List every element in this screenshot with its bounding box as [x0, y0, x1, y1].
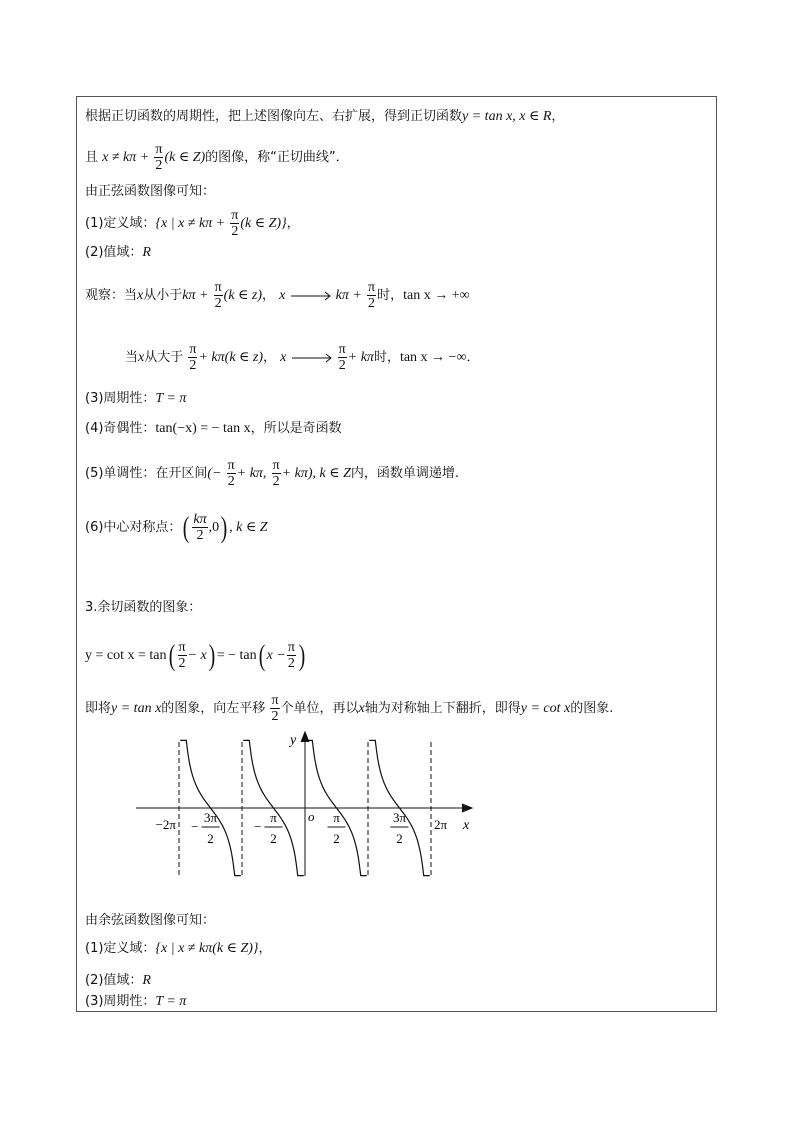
- right-paren-icon: ): [220, 510, 228, 544]
- observe-math-a: kπ +: [182, 288, 209, 303]
- mono-label: (5)单调性：在开区间: [85, 466, 208, 481]
- observe2-when: 时，: [373, 350, 400, 365]
- fraction-pi-over-2: [230, 208, 239, 239]
- left-paren-icon: (: [183, 510, 190, 544]
- tick-text: 2: [396, 831, 403, 846]
- observe2-x: x: [138, 350, 145, 365]
- tick-text: π: [333, 810, 340, 825]
- frac-den: 2: [227, 474, 235, 489]
- tick-text: −: [191, 819, 199, 834]
- tan-range-line: [85, 245, 151, 261]
- x-tick-label: [391, 810, 409, 846]
- domain-label: (1)定义域：: [85, 216, 156, 231]
- frac-num: π: [271, 693, 279, 708]
- mono-end: 内，函数单调递增.: [350, 466, 459, 481]
- intro2-end: 的图像，称“正切曲线”．: [205, 150, 349, 165]
- left-paren-icon: (: [168, 638, 175, 672]
- period-label: (3)周期性：: [85, 391, 156, 406]
- observe-result-pos: tan x → +∞: [403, 288, 470, 303]
- cot-period-math: T = π: [155, 994, 187, 1009]
- formula-c: = − tan: [216, 648, 257, 663]
- frac-num: kπ: [193, 512, 207, 527]
- fraction-pi-over-2: [178, 640, 187, 671]
- center-cond: , k ∈ Z: [229, 520, 268, 535]
- x-axis-arrow-icon: [462, 804, 472, 812]
- frac-den: 2: [155, 158, 163, 173]
- parity-label: (4)奇偶性：: [85, 421, 156, 436]
- arrow2-x: x: [280, 350, 287, 365]
- frac-den: 2: [271, 709, 279, 724]
- observe2-target: + kπ: [347, 350, 374, 365]
- fraction-kpi-over-2: [192, 512, 207, 543]
- frac-den: 2: [272, 474, 280, 489]
- observe-x: x: [137, 288, 144, 303]
- from-cosine-graph: 由余弦函数图像可知：: [85, 913, 216, 928]
- tan-intro-line-2: [85, 142, 349, 173]
- tick-text: 2: [270, 831, 277, 846]
- range-label: (2)值域：: [85, 245, 143, 260]
- fraction-pi-over-2: [188, 342, 197, 373]
- observe2-from-right: 从大于: [144, 350, 184, 365]
- period-math: T = π: [155, 391, 187, 406]
- frac-num: π: [155, 142, 163, 157]
- frac-den: 2: [196, 528, 204, 543]
- tan-monotonic-line: [85, 458, 459, 489]
- formula-a: y = cot x = tan: [85, 648, 167, 663]
- fraction-pi-over-2: [227, 458, 236, 489]
- observe-line-1: [85, 280, 470, 311]
- intro-text: 根据正切函数的周期性，把上述图像向左、右扩展，得到正切函数: [85, 109, 463, 124]
- origin-label: o: [308, 809, 315, 824]
- tick-text: π: [270, 810, 277, 825]
- observe2-math: + kπ: [198, 350, 225, 365]
- mono-math-a: (−: [207, 466, 222, 481]
- domain-end: ，: [286, 216, 300, 231]
- tan-period-line: [85, 391, 186, 407]
- parity-end: ，所以是奇函数: [250, 421, 342, 436]
- frac-den: 2: [368, 296, 376, 311]
- frac-den: 2: [338, 358, 346, 373]
- observe2-end: ．: [466, 350, 480, 365]
- frac-num: π: [287, 640, 295, 655]
- center-label: (6)中心对称点：: [85, 520, 182, 535]
- shift-2: 的图象，向左平移: [161, 701, 266, 716]
- long-arrow-icon: [290, 291, 332, 301]
- fraction-pi-over-2: [214, 280, 223, 311]
- cot-domain-end: ，: [258, 941, 272, 956]
- observe-line-2: [125, 342, 479, 373]
- fraction-pi-over-2: [287, 640, 296, 671]
- domain-math-a: {x | x ≠ kπ +: [155, 216, 226, 231]
- x-tick-label: 2π: [434, 817, 448, 832]
- frac-num: π: [368, 280, 376, 295]
- tick-text: 3π: [203, 810, 218, 825]
- x-axis-label: x: [463, 818, 470, 833]
- frac-num: π: [189, 342, 197, 357]
- right-paren-icon: ): [208, 638, 215, 672]
- tan-center-line: [85, 512, 268, 543]
- from-sine-graph: 由正弦函数图像可知：: [85, 184, 216, 199]
- fraction-pi-over-2: [154, 142, 163, 173]
- frac-num: π: [227, 458, 235, 473]
- cot-domain-math: {x | x ≠ kπ(k ∈ Z)}: [155, 941, 259, 956]
- shift-x: x: [358, 701, 365, 716]
- x-tick-label: [254, 810, 282, 846]
- observe-sep: ，: [262, 288, 276, 303]
- tick-text: 2: [207, 831, 214, 846]
- cot-domain-line: [85, 941, 272, 957]
- tick-text: 3π: [392, 810, 407, 825]
- frac-den: 2: [287, 656, 295, 671]
- tan-domain-line: [85, 208, 300, 239]
- domain-math-b: (k ∈ Z)}: [240, 216, 287, 231]
- shift-5: 的图象.: [570, 701, 614, 716]
- mono-math-c: + kπ), k ∈ Z: [281, 466, 351, 481]
- frac-den: 2: [189, 358, 197, 373]
- cot-range-label: (2)值域：: [85, 973, 143, 988]
- x-tick-label: −2π: [155, 817, 176, 832]
- left-paren-icon: (: [258, 638, 265, 672]
- intro-math: y = tan x, x ∈ R: [462, 109, 552, 124]
- frac-num: π: [178, 640, 186, 655]
- shift-math2: y = cot x: [520, 701, 571, 716]
- observe-result-neg: tan x → −∞: [399, 350, 467, 365]
- fraction-pi-over-2: [338, 342, 347, 373]
- right-paren-icon: ): [298, 638, 306, 672]
- frac-den: 2: [178, 656, 186, 671]
- frac-den: 2: [214, 296, 222, 311]
- fraction-pi-over-2: [272, 458, 281, 489]
- center-tail: ,0: [208, 520, 220, 535]
- frac-den: 2: [231, 224, 239, 239]
- tan-parity-line: [85, 421, 342, 437]
- shift-1: 即将: [85, 701, 112, 716]
- y-axis-arrow-icon: [301, 732, 309, 742]
- formula-b: − x: [187, 648, 207, 663]
- intro-end: ，: [551, 109, 565, 124]
- mono-math-b: + kπ,: [236, 466, 267, 481]
- cot-range-line: [85, 973, 151, 989]
- observe2-label: 当: [125, 350, 139, 365]
- cot-heading: 3.余切函数的图象：: [85, 600, 202, 615]
- tan-intro-line-1: [85, 109, 564, 125]
- tick-text: 2: [333, 831, 340, 846]
- range-value: R: [142, 245, 151, 260]
- fraction-pi-over-2: [270, 693, 279, 724]
- long-arrow-icon: [291, 353, 333, 363]
- frac-num: π: [231, 208, 239, 223]
- cot-range-value: R: [142, 973, 151, 988]
- observe-cond: (k ∈ z): [223, 288, 263, 303]
- intro2-start: 且: [85, 150, 99, 165]
- frac-num: π: [338, 342, 346, 357]
- cot-graph: [130, 728, 480, 880]
- intro2-cond: (k ∈ Z): [164, 150, 206, 165]
- fraction-pi-over-2: [367, 280, 376, 311]
- cot-period-line: [85, 994, 186, 1010]
- shift-3: 个单位，再以: [280, 701, 359, 716]
- cot-period-label: (3)周期性：: [85, 994, 156, 1009]
- intro2-math: x ≠ kπ +: [102, 150, 150, 165]
- observe2-sep: ，: [263, 350, 277, 365]
- observe-from-left: 从小于: [143, 288, 183, 303]
- cot-domain-label: (1)定义域：: [85, 941, 156, 956]
- y-axis-label: y: [290, 733, 297, 748]
- tick-text: −: [254, 819, 262, 834]
- x-tick-label: [328, 810, 346, 846]
- shift-4: 轴为对称轴上下翻折，即得: [364, 701, 521, 716]
- arrow-target: kπ +: [335, 288, 362, 303]
- observe-when: 时，: [377, 288, 404, 303]
- frac-num: π: [214, 280, 222, 295]
- frac-num: π: [272, 458, 280, 473]
- cot-formula-line: [85, 640, 307, 671]
- x-tick-label: [191, 810, 219, 846]
- arrow-x: x: [279, 288, 286, 303]
- parity-math: tan(−x) = − tan x: [155, 421, 251, 436]
- shift-math: y = tan x: [111, 701, 162, 716]
- observe2-cond: (k ∈ z): [224, 350, 264, 365]
- cot-shift-line: [85, 693, 613, 724]
- formula-d: x −: [266, 648, 286, 663]
- observe-label: 观察：当: [85, 288, 138, 303]
